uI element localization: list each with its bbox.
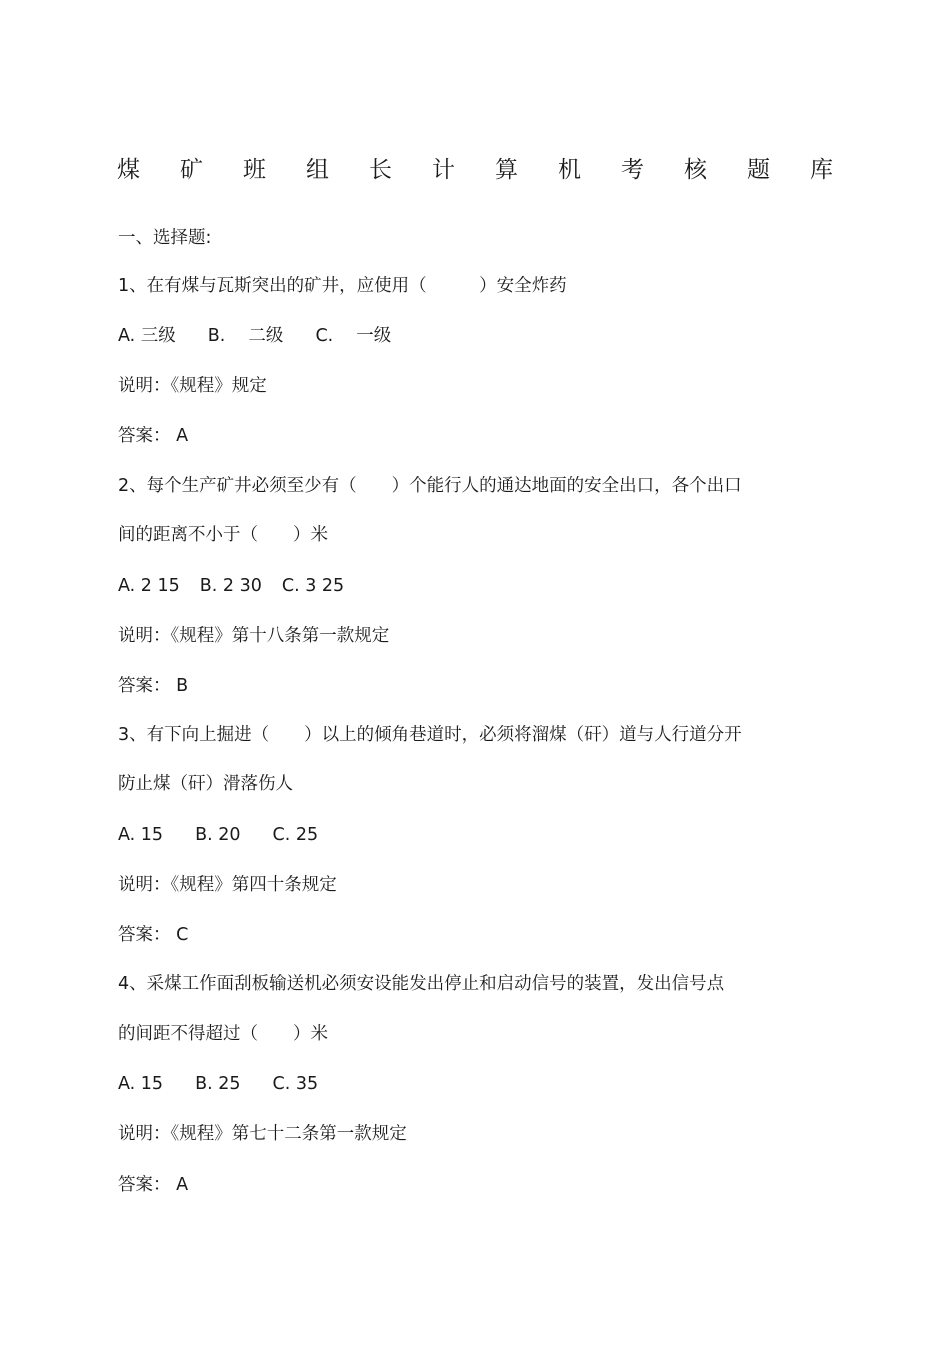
title-char: 组 bbox=[306, 157, 329, 183]
question-answer: 答案： C bbox=[118, 925, 189, 945]
title-char: 矿 bbox=[180, 157, 203, 183]
title-char: 核 bbox=[684, 157, 707, 183]
option: C. 35 bbox=[272, 1074, 319, 1094]
option: C. 一级 bbox=[315, 326, 392, 346]
title-char: 班 bbox=[243, 157, 266, 183]
option: A. 2 15 bbox=[118, 576, 180, 596]
question-note: 说明：《规程》第十八条第一款规定 bbox=[118, 626, 390, 646]
section-heading: 一、选择题: bbox=[118, 228, 212, 248]
question-stem: 4、采煤工作面刮板输送机必须安设能发出停止和启动信号的装置，发出信号点 bbox=[118, 974, 725, 994]
question-options bbox=[118, 323, 391, 349]
option: C. 3 25 bbox=[281, 576, 345, 596]
question-options bbox=[118, 573, 344, 599]
option: B. 二级 bbox=[207, 326, 284, 346]
question-answer: 答案： A bbox=[118, 426, 189, 446]
title-char: 机 bbox=[558, 157, 581, 183]
question-stem: 防止煤（矸）滑落伤人 bbox=[118, 774, 293, 794]
option: B. 25 bbox=[195, 1074, 241, 1094]
title-char: 库 bbox=[810, 157, 833, 183]
title-char: 长 bbox=[369, 157, 392, 183]
option: B. 2 30 bbox=[199, 576, 262, 596]
option: A. 15 bbox=[118, 1074, 164, 1094]
option: B. 20 bbox=[195, 825, 241, 845]
title-char: 计 bbox=[432, 157, 455, 183]
question-answer: 答案： B bbox=[118, 676, 189, 696]
question-stem: 2、每个生产矿井必须至少有（ ）个能行人的通达地面的安全出口，各个出口 bbox=[118, 476, 742, 496]
question-stem: 间的距离不小于（ ）米 bbox=[118, 525, 328, 545]
page-title bbox=[117, 152, 833, 188]
option: C. 25 bbox=[272, 825, 319, 845]
question-options bbox=[118, 822, 318, 848]
title-char: 题 bbox=[747, 157, 770, 183]
title-char: 考 bbox=[621, 157, 644, 183]
question-note: 说明：《规程》第四十条规定 bbox=[118, 875, 337, 895]
question-options bbox=[118, 1071, 318, 1097]
question-note: 说明：《规程》规定 bbox=[118, 376, 267, 396]
question-stem: 1、在有煤与瓦斯突出的矿井，应使用（ ）安全炸药 bbox=[118, 276, 567, 296]
question-stem: 3、有下向上掘进（ ）以上的倾角巷道时，必须将溜煤（矸）道与人行道分开 bbox=[118, 725, 742, 745]
question-stem: 的间距不得超过（ ）米 bbox=[118, 1024, 328, 1044]
title-char: 煤 bbox=[117, 157, 140, 183]
option: A. 三级 bbox=[118, 326, 176, 346]
question-note: 说明：《规程》第七十二条第一款规定 bbox=[118, 1124, 407, 1144]
title-char: 算 bbox=[495, 157, 518, 183]
option: A. 15 bbox=[118, 825, 164, 845]
question-answer: 答案： A bbox=[118, 1175, 189, 1195]
